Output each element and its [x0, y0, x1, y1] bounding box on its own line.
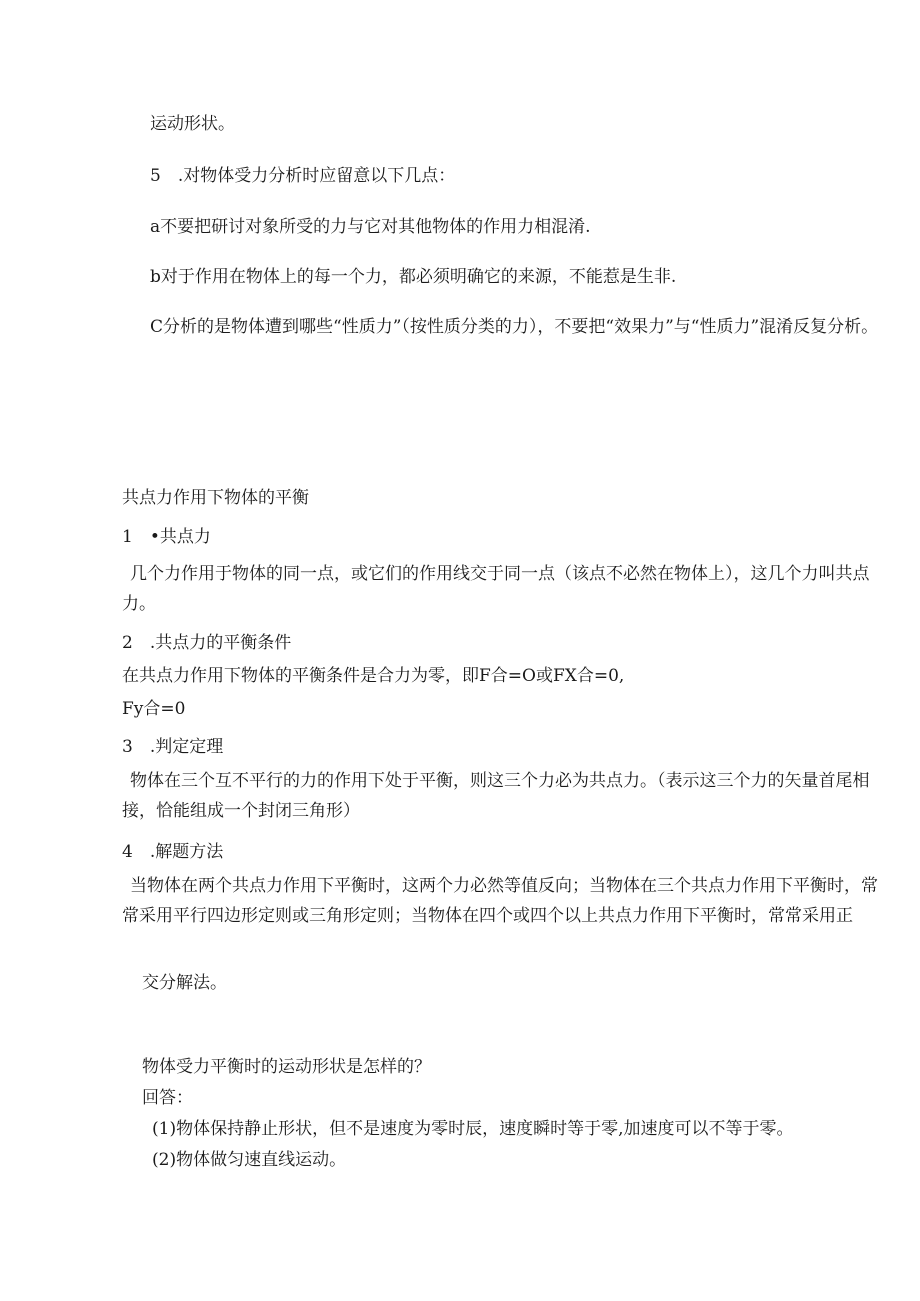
paragraph-2-line-2: Fy合=0	[122, 699, 186, 719]
section-title: 共点力作用下物体的平衡	[122, 488, 309, 508]
paragraph-4-tail: 交分解法。	[142, 973, 227, 993]
paragraph-2-line-1: 在共点力作用下物体的平衡条件是合力为零，即F合=O或FX合=0,	[122, 666, 625, 686]
heading-2: 2 .共点力的平衡条件	[122, 633, 292, 653]
heading-1: 1 •共点力	[122, 527, 211, 547]
paragraph-1: 几个力作用于物体的同一点，或它们的作用线交于同一点（该点不必然在物体上），这几个力叫共点力。	[122, 564, 870, 614]
paragraph-3: 物体在三个互不平行的力的作用下处于平衡，则这三个力必为共点力。（表示这三个力的矢量首尾相接，恰能组成一个封闭三角形）	[122, 771, 870, 821]
answer-label: 回答：	[142, 1088, 193, 1108]
item-a: a不要把研讨对象所受的力与它对其他物体的作用力相混淆.	[150, 217, 591, 237]
question: 物体受力平衡时的运动形状是怎样的？	[142, 1057, 431, 1077]
heading-3: 3 .判定定理	[122, 737, 224, 757]
item-b: b对于作用在物体上的每一个力，都必须明确它的来源，不能惹是生非.	[150, 267, 677, 287]
answer-2: (2)物体做匀速直线运动。	[152, 1150, 347, 1170]
heading-4: 4 .解题方法	[122, 842, 224, 862]
item-5-heading: 5 .对物体受力分析时应留意以下几点：	[150, 166, 456, 186]
continued-line: 运动形状。	[150, 114, 235, 134]
answer-1: (1)物体保持静止形状，但不是速度为零时辰，速度瞬时等于零,加速度可以不等于零。	[152, 1119, 794, 1139]
paragraph-4: 当物体在两个共点力作用下平衡时，这两个力必然等值反向；当物体在三个共点力作用下平衡时，常常采用平行四边形定则或三角形定则；当物体在四个或四个以上共点力作用下平衡时，常常采用正	[122, 876, 878, 926]
item-c: C分析的是物体遭到哪些“性质力”（按性质分类的力），不要把“效果力”与“性质力”混淆反复分析。	[150, 317, 879, 337]
